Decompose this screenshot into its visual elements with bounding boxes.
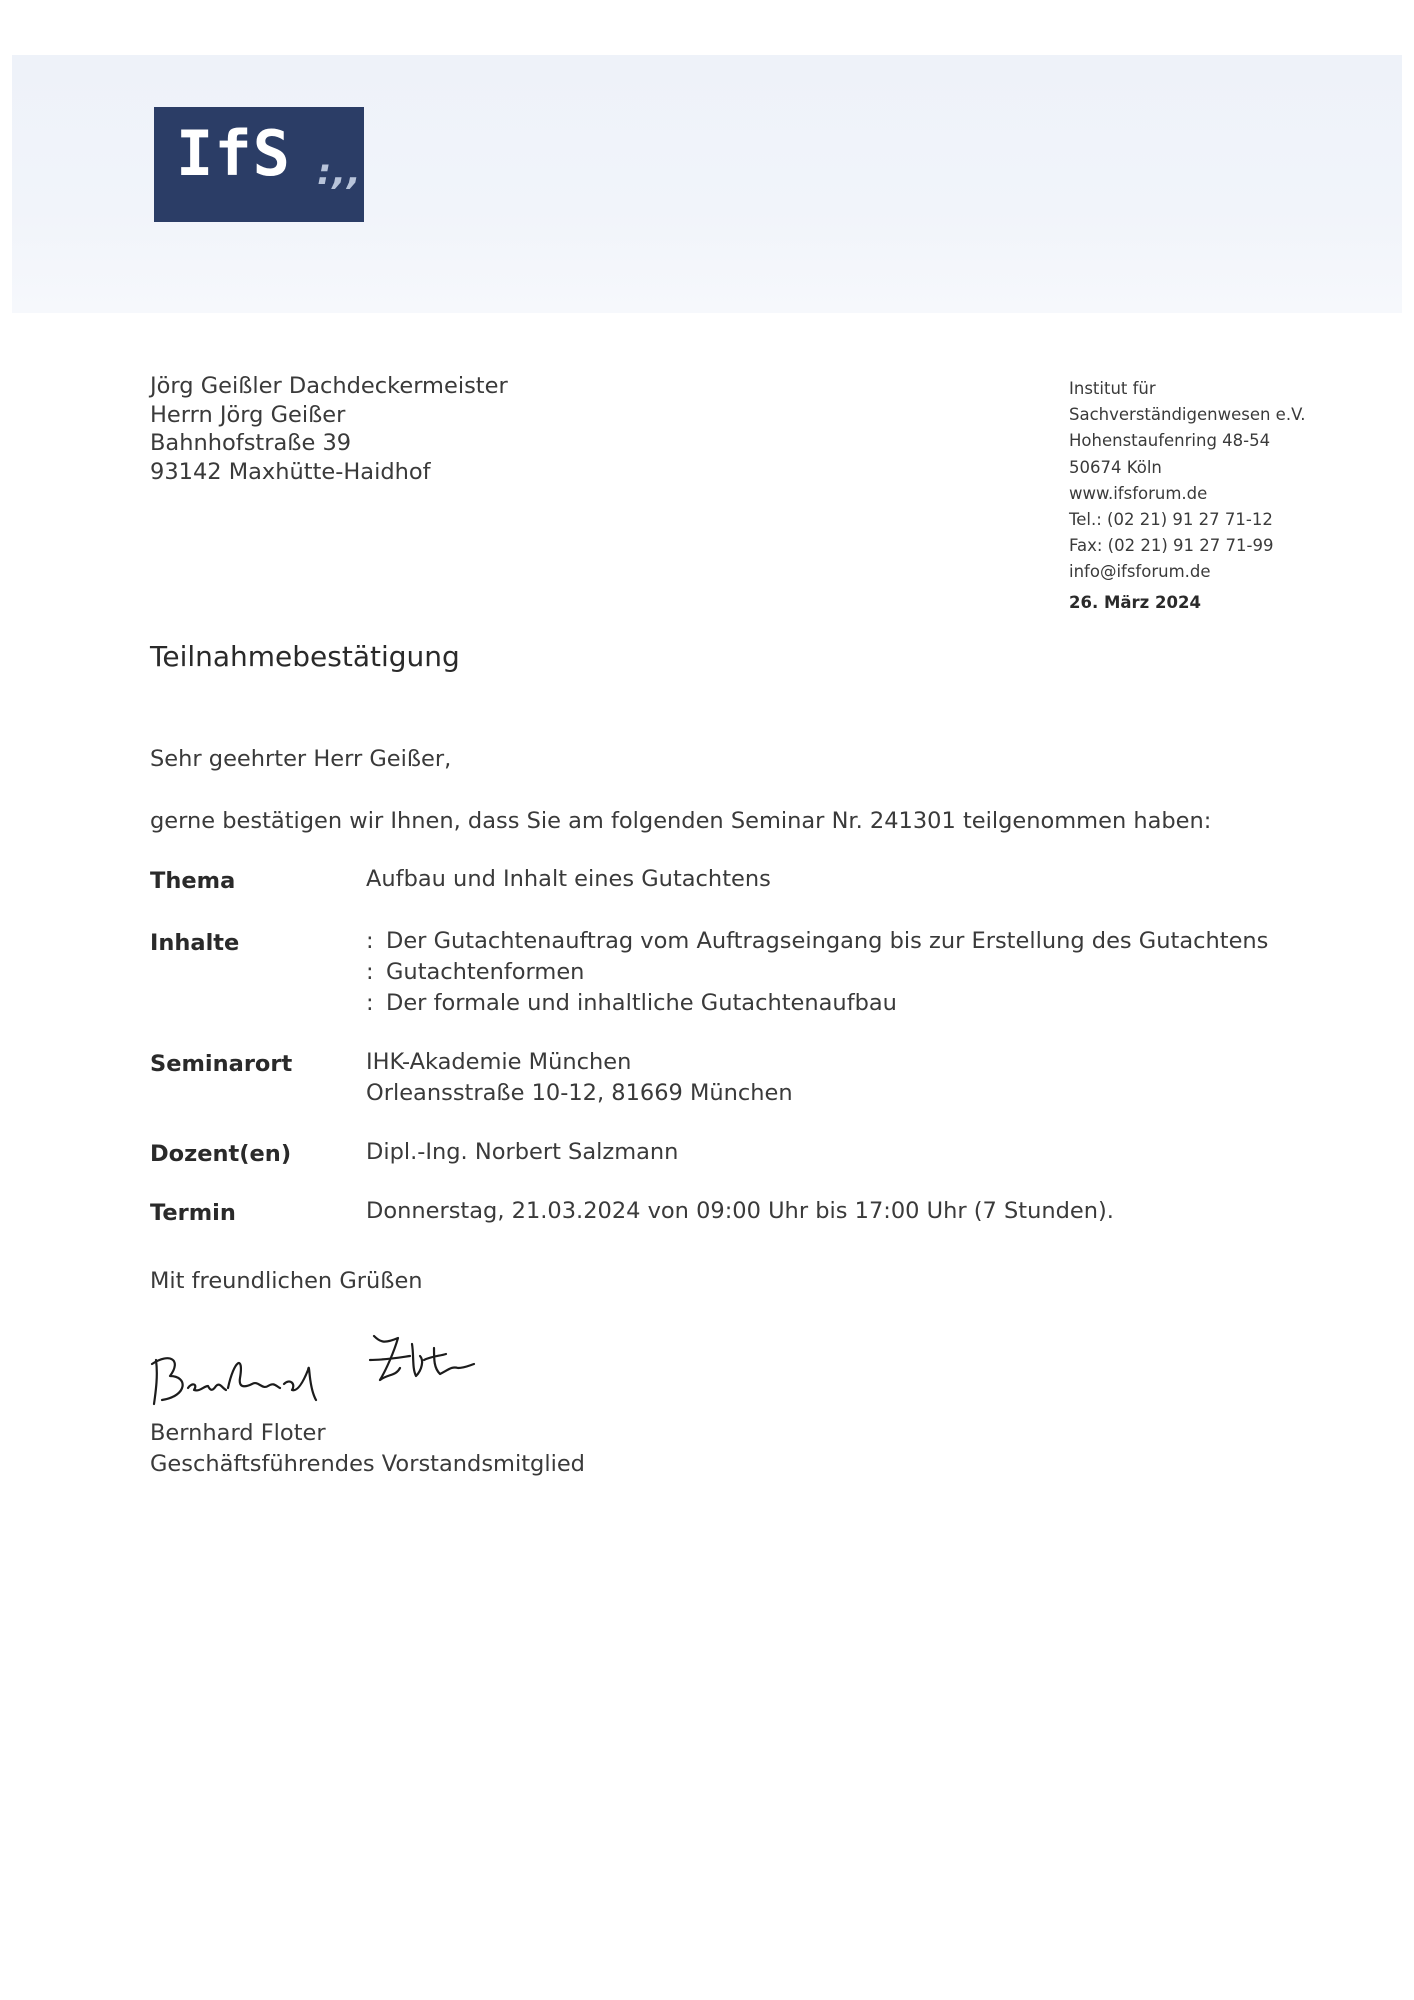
sender-line: Sachverständigenwesen e.V. <box>1069 405 1306 425</box>
dozent-label: Dozent(en) <box>150 1141 292 1167</box>
seminarort-label: Seminarort <box>150 1051 293 1077</box>
seminarort-line: IHK-Akademie München <box>366 1049 632 1075</box>
sender-line: Institut für <box>1069 379 1156 398</box>
signature-text: Bernhard Floter <box>148 1330 156 1331</box>
sender-website: www.ifsforum.de <box>1069 483 1208 503</box>
sender-email: info@ifsforum.de <box>1069 562 1211 582</box>
inhalte-label: Inhalte <box>150 930 240 956</box>
sender-fax: Fax: (02 21) 91 27 71-99 <box>1069 536 1274 556</box>
intro-text: gerne bestätigen wir Ihnen, dass Sie am folgenden Seminar Nr. 241301 teilgenommen haben: <box>150 808 1212 834</box>
recipient-line: Jörg Geißler Dachdeckermeister <box>150 373 508 399</box>
letter-date: 26. März 2024 <box>1069 592 1201 612</box>
seminarort-line: Orleansstraße 10-12, 81669 München <box>366 1080 793 1106</box>
sender-phone: Tel.: (02 21) 91 27 71-12 <box>1069 510 1273 530</box>
inhalte-list <box>366 926 1268 1019</box>
signer-block <box>150 1418 585 1480</box>
sender-line: 50674 Köln <box>1069 457 1162 477</box>
thema-value: Aufbau und Inhalt eines Gutachtens <box>366 866 771 892</box>
recipient-line: Bahnhofstraße 39 <box>150 430 352 456</box>
document-title: Teilnahmebestätigung <box>150 640 460 673</box>
recipient-address <box>150 372 508 486</box>
logo-mark: :,, <box>317 152 362 193</box>
recipient-line: Herrn Jörg Geißer <box>150 401 346 428</box>
sender-block <box>1069 376 1306 616</box>
closing-text: Mit freundlichen Grüßen <box>150 1268 423 1294</box>
signer-title: Geschäftsführendes Vorstandsmitglied <box>150 1451 585 1477</box>
termin-label: Termin <box>150 1200 236 1226</box>
ifs-logo <box>154 107 364 222</box>
sender-line: Hohenstaufenring 48-54 <box>1069 431 1271 451</box>
handwritten-signature <box>148 1330 478 1410</box>
letterhead-band <box>12 55 1402 313</box>
recipient-line: 93142 Maxhütte-Haidhof <box>150 458 431 485</box>
signer-name: Bernhard Floter <box>150 1420 326 1446</box>
logo-text: IfS <box>176 117 291 190</box>
dozent-value: Dipl.-Ing. Norbert Salzmann <box>366 1139 679 1165</box>
termin-value: Donnerstag, 21.03.2024 von 09:00 Uhr bis 17:00 Uhr (7 Stunden). <box>366 1198 1114 1224</box>
list-item: : Der Gutachtenauftrag vom Auftragseingang bis zur Erstellung des Gutachtens <box>366 928 1269 954</box>
seminarort-value <box>366 1047 793 1109</box>
list-item: : Der formale und inhaltliche Gutachtenaufbau <box>366 990 897 1016</box>
salutation: Sehr geehrter Herr Geißer, <box>150 746 452 772</box>
thema-label: Thema <box>150 868 236 894</box>
list-item: : Gutachtenformen <box>366 959 585 985</box>
